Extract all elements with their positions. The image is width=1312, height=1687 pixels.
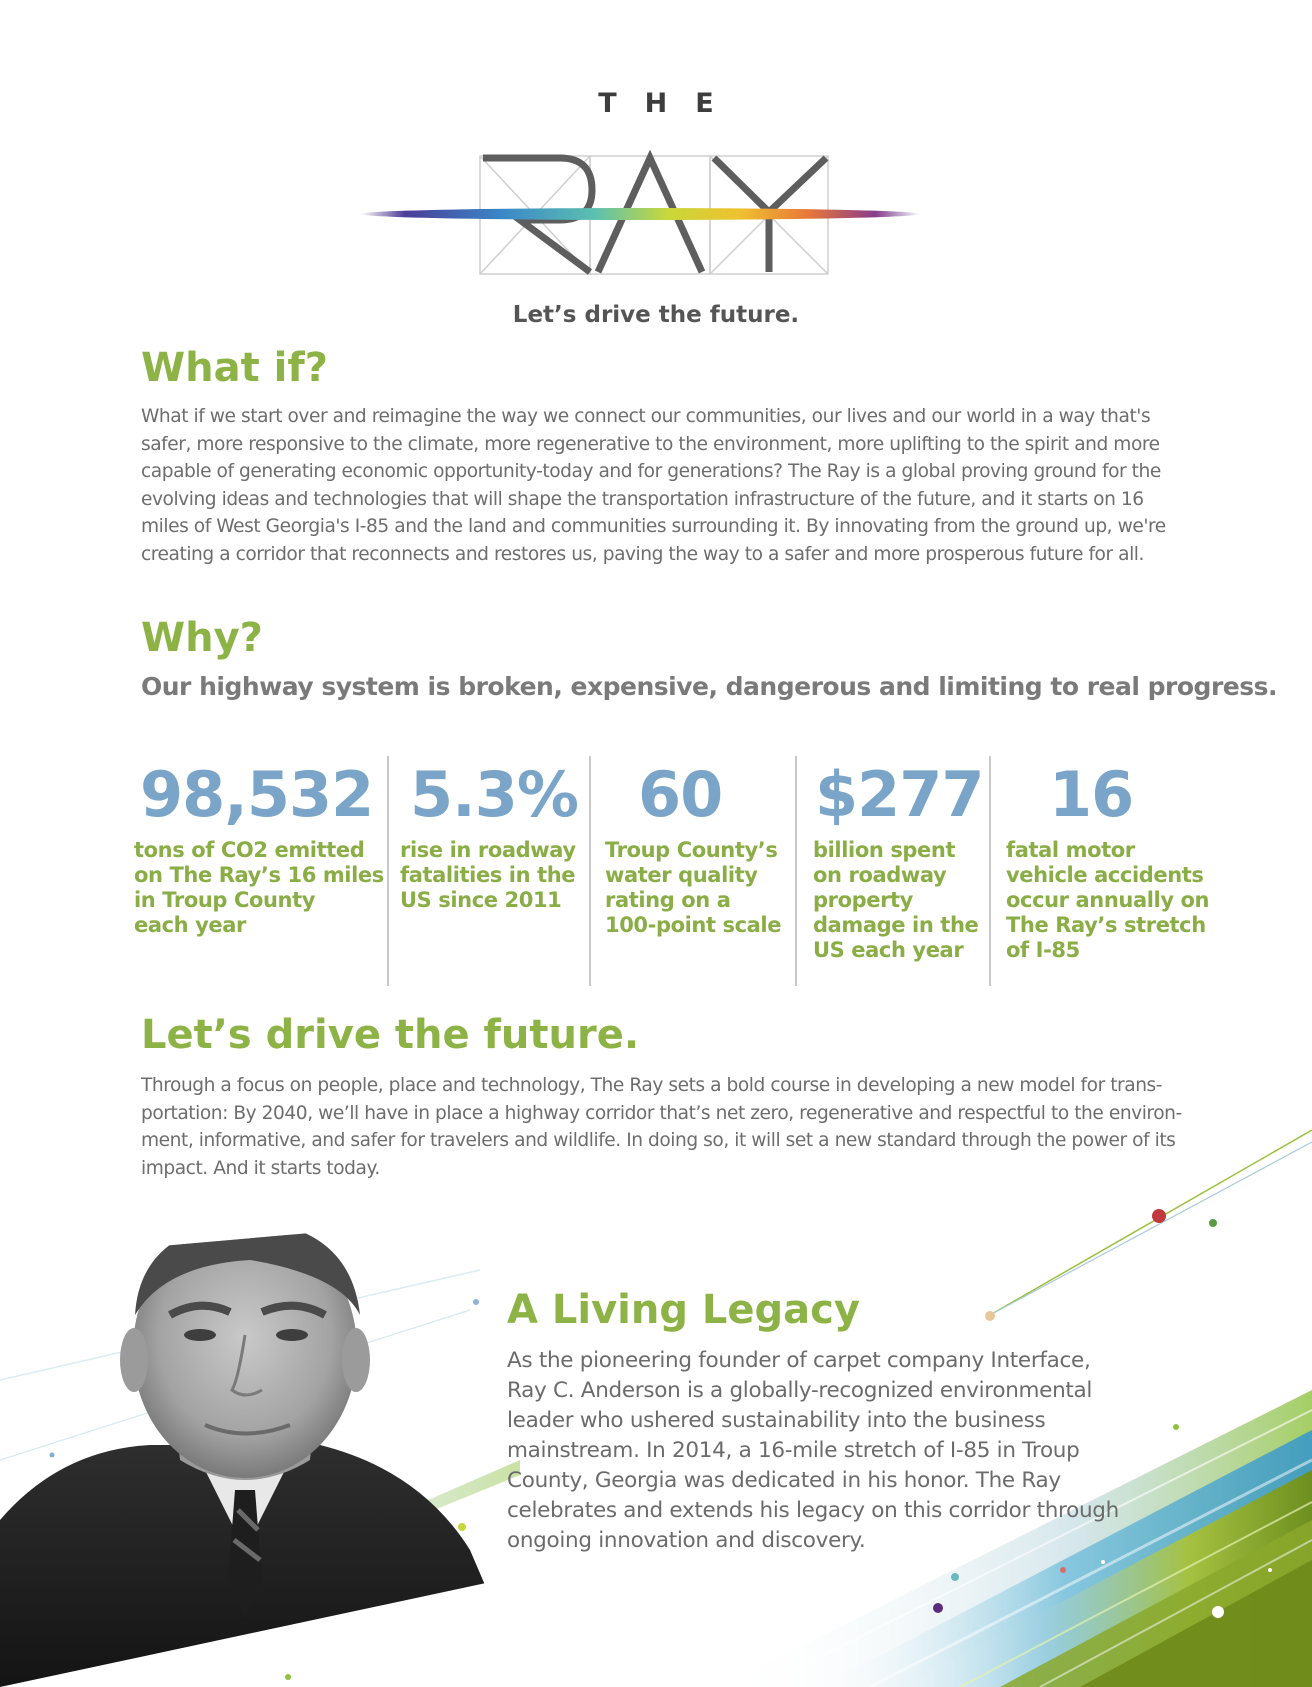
legacy-heading: A Living Legacy — [507, 1287, 860, 1333]
why-heading: Why? — [141, 615, 263, 661]
drive-body: Through a focus on people, place and technology, The Ray sets a bold course in developing a new model for trans-portation: By 2040, we’ll have in place a highway corridor that’s net zero, regenerative and respectful to the environ-ment, informative, and safer for travelers and wildlife. In doing so, it will set a new standard through the power of its impact. And it starts today. — [141, 1075, 1182, 1179]
stat-value: $277 — [815, 758, 984, 831]
stat-value: 60 — [638, 758, 723, 831]
stat-fatal-accidents — [1006, 756, 1210, 963]
stat-description: billion spent on roadway property damage in the US each year — [813, 838, 979, 962]
stat-divider — [989, 756, 991, 986]
legacy-body: As the pioneering founder of carpet company Interface, Ray C. Anderson is a globally-recognized environmental leader who ushered sustainability into the business mainstream. In 2014, a 16-mile stretch of I-85 in Troup County, Georgia was dedicated in his honor. The Ray celebrates and extends his legacy on this corridor through ongoing innovation and discovery. — [507, 1348, 1119, 1553]
stat-value: 16 — [1049, 758, 1134, 831]
stat-water-quality — [605, 756, 782, 938]
stats-row — [134, 756, 1214, 986]
ray-anderson-portrait — [0, 1220, 500, 1687]
stat-divider — [589, 756, 591, 986]
stat-description: tons of CO2 emitted on The Ray’s 16 miles in Troup County each year — [134, 838, 384, 937]
drive-heading: Let’s drive the future. — [141, 1012, 640, 1058]
stat-divider — [387, 756, 389, 986]
stat-description: fatal motor vehicle accidents occur annually on The Ray’s stretch of I-85 — [1006, 838, 1210, 962]
logo-the-text: THE — [598, 88, 742, 119]
stat-divider — [795, 756, 797, 986]
what-if-heading: What if? — [141, 345, 328, 391]
stat-property-damage — [815, 756, 984, 963]
what-if-body: What if we start over and reimagine the way we connect our communities, our lives and our world in a way that's safer, more responsive to the climate, more regenerative to the environment, more uplifting to the spirit and more capable of generating economic opportunity-today and for generations? The Ray is a global proving ground for the evolving ideas and technologies that will shape the transportation infrastructure of the future, and it starts on 16 miles of West Georgia's I-85 and the land and communities surrounding it. By innovating from the ground up, we're creating a corridor that reconnects and restores us, paving the way to a safer and more prosperous future for all. — [141, 406, 1166, 565]
stat-description: Troup County’s water quality rating on a 100-point scale — [605, 838, 782, 937]
the-ray-logo — [360, 150, 920, 280]
why-subheading: Our highway system is broken, expensive, dangerous and limiting to real progress. — [141, 672, 1277, 701]
stat-value: 5.3% — [410, 758, 578, 831]
stat-fatalities-rise — [400, 756, 578, 913]
stat-co2 — [134, 756, 384, 938]
stat-value: 98,532 — [140, 758, 374, 831]
stat-description: rise in roadway fatalities in the US since 2011 — [400, 838, 576, 912]
tagline: Let’s drive the future. — [512, 302, 800, 328]
